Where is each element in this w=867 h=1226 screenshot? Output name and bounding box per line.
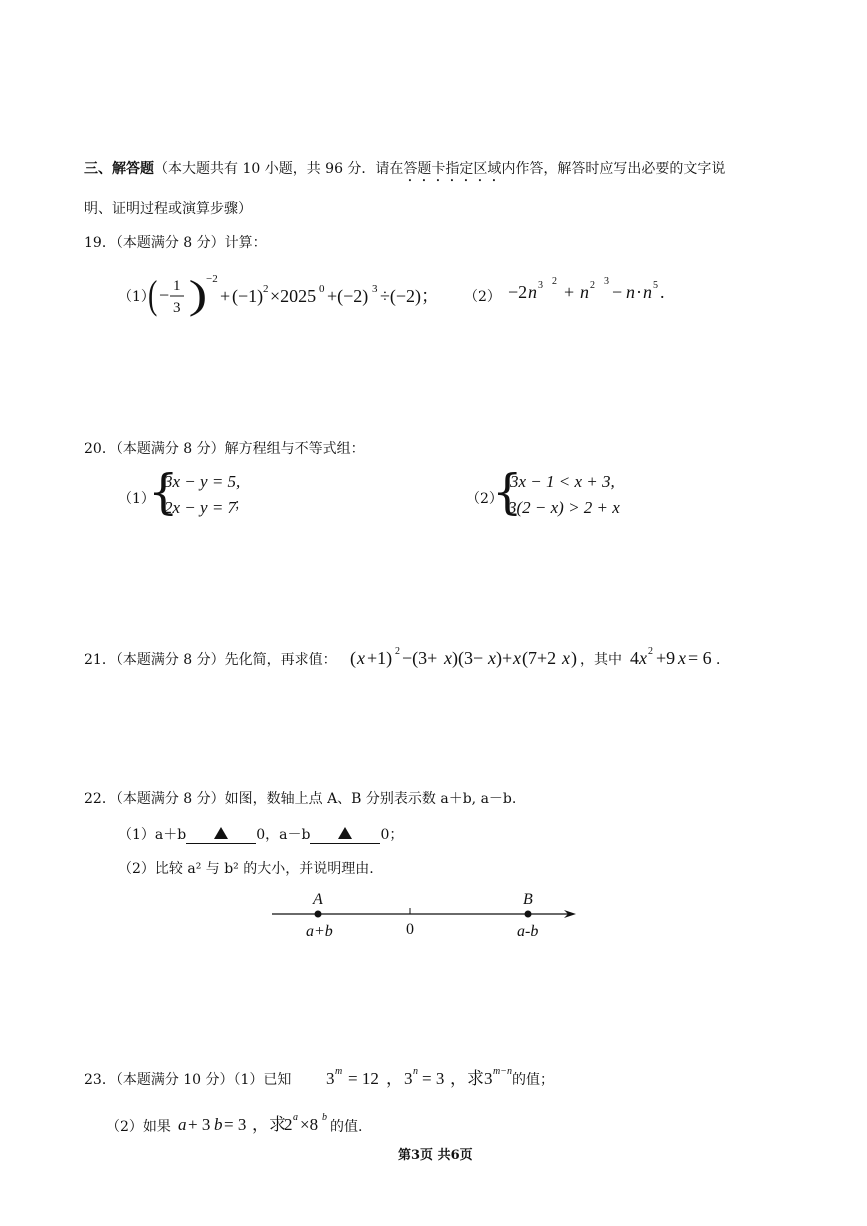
q22-part1-lhs-b: 0，a－b — [256, 827, 311, 843]
q22-part1 — [118, 824, 403, 844]
svg-text:)(3−: )(3− — [452, 648, 484, 668]
svg-text:，求: ，求 — [450, 1069, 484, 1088]
q20-header: 20．（本题满分 8 分）解方程组与不等式组： — [84, 441, 365, 457]
q23-part2-label: （2）如果 — [106, 1119, 171, 1135]
svg-text:3: 3 — [404, 1069, 413, 1088]
svg-text:+1): +1) — [367, 648, 393, 668]
svg-text:−: − — [612, 282, 623, 302]
q22-part1-end: 0； — [380, 827, 404, 843]
svg-text:3: 3 — [372, 283, 378, 295]
svg-text:−: − — [159, 285, 170, 305]
svg-text:2: 2 — [648, 646, 653, 657]
svg-text:+ 3: + 3 — [188, 1115, 211, 1134]
svg-text:+9: +9 — [656, 648, 676, 668]
q20-part2-label: （2） — [466, 491, 503, 507]
svg-text:b: b — [214, 1115, 223, 1134]
svg-text:÷(−2)；: ÷(−2)； — [380, 286, 438, 306]
section-intro-emphasis: 答题卡指定区域 — [403, 161, 502, 177]
svg-text:m: m — [335, 1066, 343, 1077]
svg-text:x: x — [488, 648, 496, 668]
q23-header: 23．（本题满分 10 分）（1）已知 — [84, 1072, 292, 1088]
svg-text:= 6: = 6 — [688, 648, 712, 668]
q20-part1-eq2: 2x − y = 7 — [164, 498, 237, 517]
q23-part1 — [84, 1069, 291, 1089]
q23-part2-math — [178, 1108, 338, 1142]
point-b-label: B — [523, 891, 533, 908]
svg-text:−2: −2 — [508, 282, 528, 302]
svg-text:4: 4 — [630, 648, 639, 668]
svg-text:2: 2 — [263, 283, 269, 295]
svg-text:b: b — [322, 1112, 327, 1123]
svg-text:(7+2: (7+2 — [522, 648, 557, 668]
q20-part1-eq1: 3x − y = 5, — [164, 472, 241, 491]
q23-part2-end: 的值. — [330, 1119, 363, 1135]
triangle-icon — [214, 827, 228, 839]
svg-text:0: 0 — [319, 283, 325, 295]
q21-condition-prefix: ，其中 — [580, 652, 622, 668]
q22-answer-blank-2[interactable] — [310, 827, 380, 844]
q21-end: ． — [716, 652, 730, 668]
point-a-dot — [315, 911, 322, 918]
svg-text:n: n — [643, 282, 652, 302]
svg-text:x: x — [639, 648, 647, 668]
q20-part2-eq1: 3x − 1 < x + 3, — [510, 472, 615, 491]
svg-text:2: 2 — [552, 276, 557, 287]
svg-text:a: a — [293, 1112, 298, 1123]
svg-text:): ) — [188, 272, 208, 318]
q20-part2-eq2: 3(2 − x) > 2 + x — [508, 498, 620, 517]
svg-text:，: ， — [386, 1069, 403, 1088]
svg-text:)+: )+ — [496, 648, 513, 668]
q22-header: 22．（本题满分 8 分）如图，数轴上点 A、B 分别表示数 a＋b, a－b. — [84, 791, 517, 807]
svg-text:n: n — [580, 282, 589, 302]
svg-text:): ) — [571, 648, 577, 668]
svg-text:−2: −2 — [206, 273, 218, 285]
svg-text:，求: ，求 — [252, 1115, 286, 1134]
label-a-minus-b: a-b — [517, 923, 539, 940]
q21-header: 21．（本题满分 8 分）先化简，再求值： — [84, 652, 337, 668]
q21-condition — [630, 642, 730, 676]
label-a-plus-b: a+b — [306, 923, 333, 940]
svg-text:2: 2 — [284, 1115, 293, 1134]
q19-part2-expression — [508, 274, 688, 314]
q19-part2-label: （2） — [464, 289, 501, 305]
q21-expression — [350, 642, 590, 676]
svg-text:n: n — [626, 282, 635, 302]
svg-text:3: 3 — [326, 1069, 335, 1088]
svg-text:= 3: = 3 — [224, 1115, 247, 1134]
svg-text:(: ( — [350, 648, 356, 668]
point-a-label: A — [313, 891, 323, 908]
svg-text:3: 3 — [538, 280, 543, 291]
svg-text:x: x — [678, 648, 686, 668]
svg-text:+(−2): +(−2) — [327, 286, 369, 306]
q19-part1-label: （1） — [118, 289, 155, 305]
q19-header: 19．（本题满分 8 分）计算： — [84, 235, 267, 251]
svg-text:2: 2 — [590, 280, 595, 291]
q20-part2-brace-icon: { — [492, 464, 523, 520]
svg-text:3: 3 — [604, 276, 609, 287]
svg-text:+: + — [564, 282, 575, 302]
q23-part1-end: 的值； — [512, 1072, 554, 1088]
svg-text:x: x — [444, 648, 452, 668]
q23-part1-math — [326, 1062, 536, 1096]
svg-text:1: 1 — [173, 278, 181, 294]
q23-part2-svg — [178, 1108, 338, 1138]
svg-text:n: n — [528, 282, 537, 302]
q21-condition-math — [630, 642, 730, 672]
q22-part1-lhs-a: （1）a＋b — [118, 827, 187, 843]
svg-text:·: · — [636, 282, 642, 302]
svg-text:x: x — [562, 648, 570, 668]
svg-text:x: x — [357, 648, 365, 668]
q20-part1-brace-icon: { — [148, 464, 179, 520]
svg-text:= 12: = 12 — [348, 1069, 379, 1088]
q19-part1-math — [148, 268, 438, 324]
svg-text:3: 3 — [484, 1069, 493, 1088]
svg-text:a: a — [178, 1115, 187, 1134]
svg-text:(: ( — [148, 273, 158, 318]
svg-text:n: n — [413, 1066, 418, 1077]
section-intro: （本大题共有 10 小题，共 96 分．请在 — [154, 161, 404, 177]
page-footer: 第3页 共6页 — [398, 1148, 473, 1163]
section-title: 三、解答题 — [84, 161, 154, 177]
q19-part2-math — [508, 274, 688, 310]
section-intro-line2: 明、证明过程或演算步骤） — [84, 201, 252, 217]
triangle-icon — [338, 827, 352, 839]
section-heading — [84, 158, 725, 185]
section-intro-tail: 内作答，解答时应写出必要的文字说 — [501, 161, 726, 177]
svg-text:m−n: m−n — [493, 1066, 512, 1077]
svg-text:×8: ×8 — [300, 1115, 319, 1134]
label-zero: 0 — [406, 921, 414, 938]
svg-text:3: 3 — [173, 300, 181, 316]
q20-part1-end: ； — [234, 497, 248, 513]
point-b-dot — [525, 911, 532, 918]
svg-text:−(3+: −(3+ — [402, 648, 438, 668]
q22-answer-blank-1[interactable] — [186, 827, 256, 844]
q19-part1-expression — [148, 268, 438, 324]
q21-math — [350, 642, 590, 672]
svg-text:5: 5 — [653, 280, 658, 291]
svg-text:.: . — [660, 282, 665, 302]
q22-part2: （2）比较 a² 与 b² 的大小，并说明理由. — [118, 861, 374, 877]
svg-text:×2025: ×2025 — [270, 286, 317, 306]
q20-part1-label: （1） — [118, 491, 155, 507]
svg-text:+: + — [220, 286, 231, 306]
svg-text:(−1): (−1) — [232, 286, 264, 306]
q23-part1-svg — [326, 1062, 536, 1092]
svg-text:= 3: = 3 — [422, 1069, 445, 1088]
svg-text:x: x — [513, 648, 521, 668]
svg-text:2: 2 — [395, 646, 400, 657]
